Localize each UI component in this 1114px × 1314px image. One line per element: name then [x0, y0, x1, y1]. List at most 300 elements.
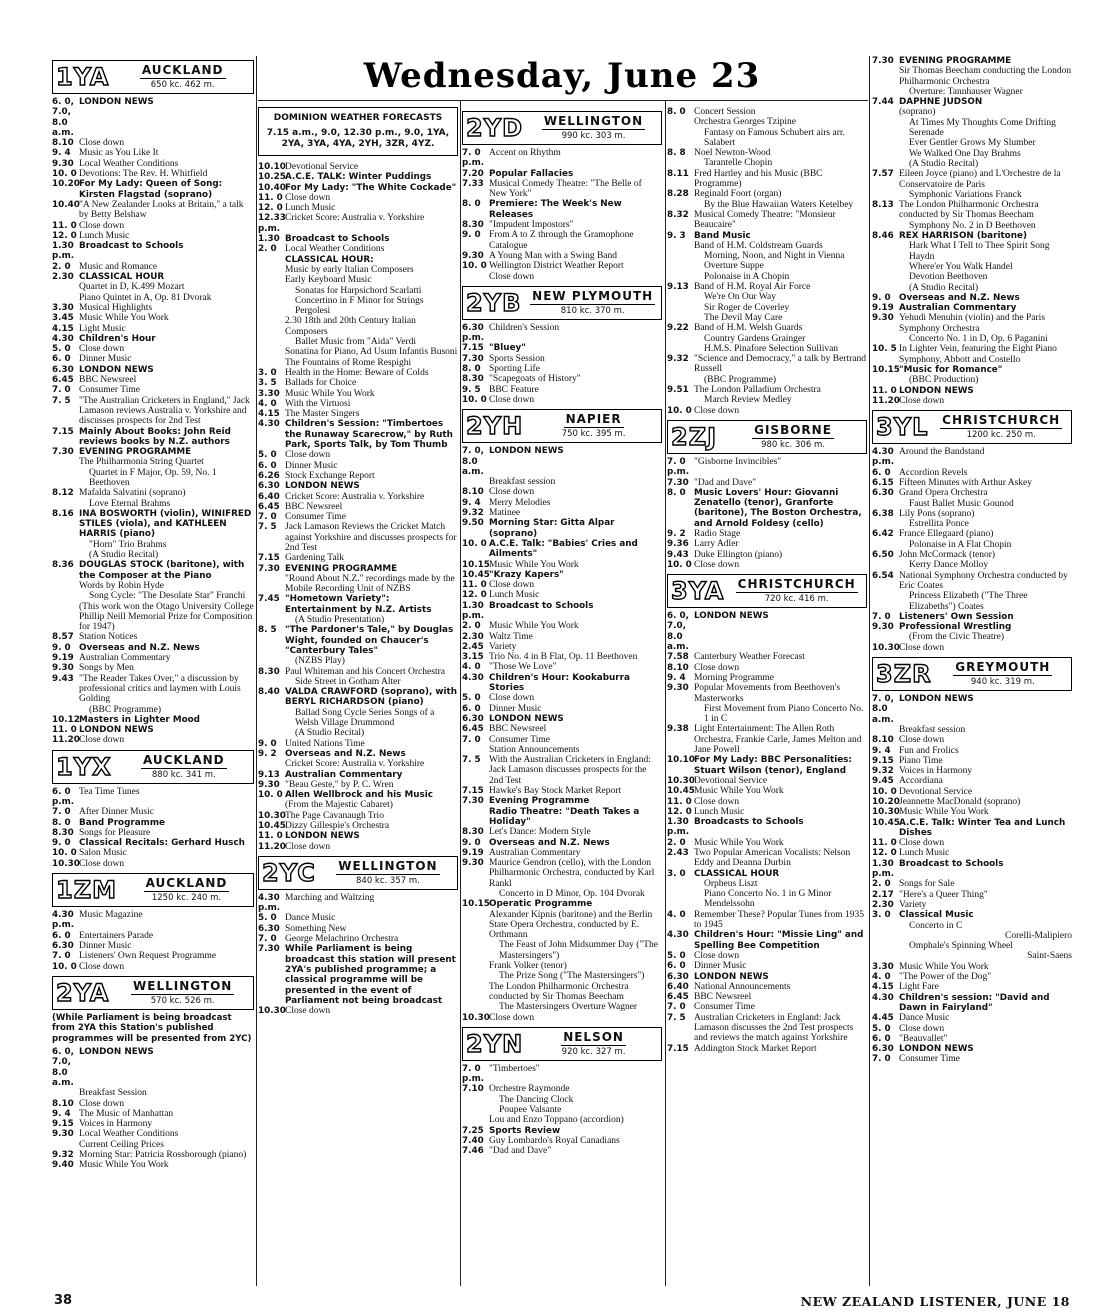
entry-time [462, 745, 489, 755]
programme-entry [872, 107, 1072, 117]
programme-entry [872, 787, 1072, 797]
entry-text: The London Palladium Orchestra [694, 385, 821, 396]
entry-text: Close down [899, 1023, 945, 1034]
entry-text: Ballad Song Cycle Series Songs of a Welsh Village Drummond [295, 707, 435, 729]
programme-entry [872, 818, 1072, 839]
entry-text: Dance Music [899, 1013, 950, 1024]
entry-text: Close down [489, 693, 535, 704]
entry-text: The Mastersingers Overture Wagner [499, 1002, 638, 1013]
entry-time [667, 128, 694, 149]
programme-entry [872, 56, 1072, 66]
programme-entry [52, 1150, 254, 1160]
entry-text: For My Lady: BBC Personalities: Stuart Wilson (tenor), England [694, 755, 852, 776]
entry-text: Lunch Music [285, 203, 336, 214]
entry-time: 9.36 [667, 539, 689, 550]
entry-text: BBC Newsreel [489, 724, 547, 735]
programme-entry [258, 564, 458, 574]
entry-text: Voices in Harmony [899, 766, 973, 777]
entry-time [462, 910, 489, 941]
programme-entry [872, 766, 1072, 776]
entry-time [462, 961, 489, 971]
programme-entry [667, 663, 867, 673]
entry-text: Fred Hartley and his Music (BBC Programme) [694, 168, 823, 190]
entry-text: Professional Wrestling [899, 622, 1012, 633]
entry-text: Music While You Work [694, 786, 784, 797]
programme-entry [667, 992, 867, 1002]
entry-text: Music While You Work [489, 559, 579, 570]
entry-text: Lou and Enzo Toppano (accordion) [489, 1115, 624, 1126]
entry-text: Piano Concerto No. 1 in G Minor Mendelssohn [704, 889, 832, 910]
entry-text: Band of H.M. Royal Air Force [694, 282, 811, 293]
entry-time: 6.38 [872, 508, 894, 519]
entry-text: Close down [694, 559, 740, 570]
entry-time [667, 313, 694, 323]
programme-entry [667, 231, 867, 241]
entry-time: 10.30 [258, 1006, 286, 1017]
entry-text: Breakfast session [899, 724, 966, 735]
entry-text: Dinner Music [79, 940, 132, 951]
programme-entry [872, 149, 1072, 159]
entry-text: Children's Session: "Timbertoes the Runaway Scarecrow," by Ruth Park, Sports Talk, by Tom Thumb [285, 419, 453, 451]
weather-times: 7.15 a.m., 9.0, 12.30 p.m., 9.0, 1YA, 2YA, 3YA, 4YA, 2YH, 3ZR, 4YZ. [266, 128, 450, 149]
column-rule [869, 56, 870, 1286]
programme-entry [462, 343, 662, 353]
entry-time: 7. 0 p.m. [462, 148, 485, 169]
programme-entry [52, 138, 254, 148]
programme-entry [258, 296, 458, 317]
programme-entry [462, 642, 662, 652]
entry-time [872, 107, 899, 117]
entry-time [258, 728, 285, 738]
entry-time: 4. 0 [258, 398, 277, 409]
entry-time: 9.19 [872, 303, 894, 314]
programme-entry [872, 612, 1072, 622]
entry-text: Kerry Dance Molloy [909, 560, 989, 571]
programme-entry [52, 272, 254, 282]
entry-time: 9.19 [462, 847, 484, 858]
entry-text: Consumer Time [489, 734, 550, 745]
entry-text: Accent on Rhythm [489, 148, 561, 158]
programme-entry [52, 1119, 254, 1129]
entry-time: 10.30 [667, 775, 695, 786]
entry-time [52, 1140, 79, 1150]
programme-entry [462, 621, 662, 631]
entry-text: CLASSICAL HOUR [694, 868, 780, 879]
entry-text: Variety [899, 899, 927, 910]
entry-time [462, 272, 489, 282]
programme-entry [258, 461, 458, 471]
programme-entry [667, 241, 867, 251]
entry-time [872, 159, 899, 169]
programme-entry [258, 728, 458, 738]
entry-time: 9. 4 [872, 745, 891, 756]
entry-text: Music Magazine [79, 910, 143, 921]
entry-time: 7.30 [462, 796, 484, 807]
station-info [526, 410, 661, 442]
entry-time: 6.30 [462, 713, 484, 724]
entry-time: 10.30 [872, 642, 900, 653]
entry-time: 1.30 p.m. [667, 817, 690, 838]
entry-text: Broadcast to Schools [285, 234, 390, 245]
entry-time [872, 591, 899, 612]
entry-text: Piano Quintet in A, Op. 81 Dvorak [79, 292, 212, 303]
entry-text: "Beau Geste," by P. C. Wren [285, 779, 394, 790]
entry-text: (A Studio Presentation) [295, 615, 385, 626]
entry-time [872, 190, 899, 200]
entry-text: Children's Hour: Kookaburra Stories [489, 672, 630, 694]
entry-text: Poupee Valsante [499, 1105, 562, 1116]
entry-time: 12. 0 [667, 806, 692, 817]
entry-time: 7.30 [462, 353, 484, 364]
programme-entry [258, 512, 458, 522]
programme-entry [872, 488, 1072, 498]
station-header [667, 574, 867, 608]
entry-text: Tarantelle Chopin [704, 158, 773, 169]
station-frequency: 980 kc. 306 m. [761, 439, 825, 450]
programme-entry [258, 203, 458, 213]
entry-time [52, 468, 79, 489]
entry-time: 7.25 [462, 1125, 484, 1136]
entry-text: France Ellegaard (piano) [899, 529, 994, 540]
entry-time: 2. 0 [462, 621, 481, 632]
entry-text: Sir Thomas Beecham conducting the London Philharmonic Orchestra [899, 66, 1072, 87]
entry-time: 4. 0 [462, 662, 481, 673]
programme-entry [52, 365, 254, 375]
entry-text: Devotion Beethoven [909, 272, 988, 283]
entry-time: 9. 5 [462, 384, 481, 395]
entry-text: Yehudi Menuhin (violin) and the Paris Symphony Orchestra [899, 313, 1046, 334]
entry-time [462, 477, 489, 487]
entry-text: Broadcast to Schools [489, 600, 594, 611]
entry-text: Fun and Frolics [899, 745, 959, 756]
entry-time: 5. 0 [667, 950, 686, 961]
entry-time: 8. 5 [258, 625, 277, 636]
entry-text: Gardening Talk [285, 553, 345, 564]
programme-entry [872, 97, 1072, 107]
programme-entry [52, 602, 254, 633]
entry-time: 3. 5 [258, 378, 277, 389]
programme-entry [52, 1109, 254, 1119]
programme-entry [258, 378, 458, 388]
entry-time: 7. 0 [872, 1054, 891, 1065]
entry-text: Broadcast to Schools [899, 858, 1004, 869]
entry-time [258, 296, 285, 317]
programme-entry [462, 395, 662, 405]
entry-text: Close down [694, 405, 740, 416]
programme-entry [872, 128, 1072, 138]
entry-time: 11. 0 [52, 725, 77, 736]
entry-text: Love Eternal Brahms [89, 498, 171, 509]
entry-time [872, 66, 899, 87]
programme-entry [872, 344, 1072, 365]
programme-entry [462, 169, 662, 179]
entry-text: LONDON NEWS [489, 713, 564, 724]
programme-entry [667, 117, 867, 127]
programme-entry [872, 643, 1072, 653]
entry-time: 7. 0 [258, 934, 277, 945]
entry-time [667, 704, 694, 725]
entry-text: Radio Theatre: "Death Takes a Holiday" [489, 806, 640, 827]
entry-time [52, 293, 79, 303]
programme-entry [872, 1044, 1072, 1054]
programme-entry [667, 148, 867, 158]
entry-text: A Young Man with a Swing Band [489, 250, 617, 261]
entry-text: Matinee [489, 508, 521, 519]
entry-text: Close down [489, 487, 535, 498]
entry-time: 2.17 [872, 889, 894, 900]
station-frequency: 920 kc. 327 m. [561, 1046, 626, 1057]
entry-time [872, 128, 899, 138]
entry-time: 7. 0 [258, 512, 277, 523]
entry-time [667, 251, 694, 272]
station-logo: 3YL [876, 413, 929, 442]
programme-entry [258, 1006, 458, 1016]
programme-entry [667, 1013, 867, 1044]
programme-entry [258, 255, 458, 265]
entry-text: Overseas and N.Z. News [489, 837, 610, 848]
entry-time [872, 375, 899, 385]
programme-entry [667, 282, 867, 292]
entry-text: Children's Hour [79, 333, 156, 344]
entry-text: Eileen Joyce (piano) and L'Orchestre de la Conservatoire de Paris [899, 169, 1061, 190]
entry-text: Jack Lamason Reviews the Cricket Match against Yorkshire and discusses prospects for 2nd Test [285, 522, 457, 553]
entry-time: 9. 3 [667, 230, 686, 241]
entry-text: Musical Comedy Theatre: "Monsieur Beaucaire" [694, 209, 836, 231]
entry-time: 4.30 [872, 992, 894, 1003]
programme-entry [462, 230, 662, 251]
programme-entry [52, 324, 254, 334]
programme-entry [462, 755, 662, 786]
programme-entry [462, 662, 662, 672]
programme-entry [462, 982, 662, 1003]
entry-text: Close down [489, 271, 535, 282]
programme-entry [462, 827, 662, 837]
entry-text: Reginald Foort (organ) [694, 189, 782, 200]
entry-text: Sporting Life [489, 364, 540, 375]
entry-time: 10.15 [462, 559, 490, 570]
entry-text: The Master Singers [285, 409, 360, 420]
entry-time: 10.40 [52, 199, 80, 210]
entry-text: Cricket Score: Australia v. Yorkshire [285, 759, 425, 770]
station-header [52, 873, 254, 907]
entry-text: Music While You Work [694, 837, 784, 848]
programme-entry [667, 817, 867, 838]
programme-entry [667, 529, 867, 539]
entry-time: 7.15 [667, 1043, 689, 1054]
entry-time [258, 358, 285, 368]
entry-time [462, 940, 489, 961]
entry-text: Music While You Work [79, 1160, 169, 1171]
entry-time [258, 337, 285, 347]
entry-text: (BBC Programme) [704, 374, 777, 385]
entry-time: 8.11 [667, 168, 689, 179]
station-info [931, 411, 1071, 443]
station-info [524, 287, 661, 319]
entry-text: Local Weather Conditions [79, 158, 179, 169]
programme-entry [872, 365, 1072, 375]
entry-text: Something New [285, 923, 347, 934]
entry-text: Music While You Work [489, 621, 579, 632]
entry-text: Grand Opera Orchestra [899, 488, 988, 499]
entry-text: "Timbertoes" [489, 1063, 540, 1074]
programme-entry [667, 652, 867, 662]
programme-entry [52, 663, 254, 673]
programme-entry [52, 1099, 254, 1109]
entry-time: 11.20 [258, 841, 286, 852]
page-number: 38 [54, 1293, 73, 1308]
programme-entry [462, 745, 662, 755]
entry-time: 7. 0 p.m. [667, 456, 690, 478]
programme-entry [667, 611, 867, 652]
programme-entry [667, 272, 867, 282]
entry-text: Music by early Italian Composers [285, 264, 414, 275]
programme-entry [872, 1054, 1072, 1064]
entry-text: Songs for Pleasure [79, 827, 151, 838]
programme-entry [52, 581, 254, 591]
entry-time [667, 395, 694, 405]
entry-time [52, 499, 79, 509]
entry-text: Lunch Music [899, 848, 950, 859]
entry-time [667, 334, 694, 344]
programme-entry [258, 275, 458, 285]
programme-entry [258, 234, 458, 244]
weather-title: DOMINION WEATHER FORECASTS [273, 113, 443, 123]
programme-entry [258, 574, 458, 595]
entry-time: 10.20 [872, 797, 900, 807]
programme-entry [872, 509, 1072, 519]
entry-text: Polonaise in A Chopin [704, 271, 790, 282]
station-frequency: 990 kc. 303 m. [561, 131, 626, 141]
entry-text: Dinner Music [694, 961, 747, 972]
entry-text: "Scapegoats of History" [489, 374, 581, 385]
programme-entry [462, 1126, 662, 1136]
programme-entry [52, 354, 254, 364]
station-logo: 2YB [466, 288, 522, 317]
programme-entry [52, 427, 254, 448]
programme-entry [52, 787, 254, 808]
programme-entry [667, 539, 867, 549]
entry-time [872, 941, 899, 951]
entry-text: National Announcements [694, 981, 791, 992]
entry-text: Light Entertainment: The Allen Roth Orchestra, Frankie Carle, James Melton and Jane Powell [694, 724, 862, 756]
programme-entry [52, 179, 254, 200]
entry-text: From A to Z through the Gramophone Catalogue [489, 230, 634, 251]
entry-time [667, 117, 694, 127]
entry-text: National Symphony Orchestra conducted by Eric Coates [899, 570, 1068, 591]
programme-entry [52, 715, 254, 725]
entry-time: 7.10 [462, 1084, 484, 1095]
entry-time [872, 87, 899, 97]
programme-entry [258, 399, 458, 409]
programme-entry [462, 601, 662, 622]
programme-entry [258, 842, 458, 852]
entry-time: 9.30 [667, 683, 689, 694]
entry-text: Concerto in C [909, 920, 963, 931]
entry-text: Entertainers Parade [79, 930, 154, 941]
programme-entry [667, 189, 867, 199]
entry-time: 7.30 [667, 477, 689, 488]
programme-entry [872, 910, 1072, 920]
entry-time: 10.12 [52, 714, 80, 725]
programme-entry [52, 1047, 254, 1088]
entry-time: 6. 0, 7.0, 8.0 a.m. [52, 1047, 74, 1088]
entry-text: After Dinner Music [79, 807, 154, 818]
station-city: AUCKLAND [142, 752, 225, 767]
entry-text: Local Weather Conditions [285, 244, 385, 255]
entry-time: 9.32 [667, 354, 689, 365]
programme-entry [52, 148, 254, 158]
entry-time: 8. 0 [52, 817, 71, 828]
entry-time: 8.12 [52, 488, 74, 499]
entry-time [258, 656, 285, 666]
entry-time: 9.51 [667, 385, 689, 396]
programme-entry [667, 1002, 867, 1012]
entry-time: 2. 0 [258, 244, 277, 255]
entry-time: 10.20 [52, 179, 80, 190]
entry-time [462, 1002, 489, 1012]
programme-entry [872, 396, 1072, 406]
programme-entry [872, 1034, 1072, 1044]
programme-entry [667, 755, 867, 776]
programme-entry [667, 786, 867, 796]
programme-entry [258, 502, 458, 512]
entry-text: "A New Zealander Looks at Britain," a talk by Betty Belshaw [79, 199, 244, 221]
entry-text: LONDON NEWS [694, 971, 769, 982]
entry-text: Dinner Music [79, 354, 132, 365]
entry-time: 7. 5 [667, 1012, 686, 1023]
entry-text: Close down [285, 450, 331, 461]
entry-time [52, 282, 79, 292]
entry-text: Duke Ellington (piano) [694, 549, 783, 560]
entry-time: 9.30 [462, 858, 484, 869]
entry-text: Country Gardens Grainger [704, 333, 806, 344]
station-city: WELLINGTON [133, 978, 233, 993]
entry-time: 9.30 [52, 158, 74, 169]
entry-text: DOUGLAS STOCK (baritone), with the Composer at the Piano [79, 560, 245, 581]
programme-entry [258, 831, 458, 841]
entry-text: Lily Pons (soprano) [899, 508, 975, 519]
entry-text: Evening Programme [489, 796, 590, 807]
programme-entry [667, 323, 867, 333]
entry-text: Princess Elizabeth ("The Three Elizabeths") Coates [909, 591, 1028, 612]
entry-time: 10. 0 [462, 394, 487, 405]
programme-entry [667, 128, 867, 149]
programme-entry [52, 1140, 254, 1150]
entry-time [258, 275, 285, 285]
programme-entry [258, 594, 458, 615]
entry-text: (This work won the Otago University College Phillip Neill Memorial Prize for Composition for 1947) [79, 601, 254, 633]
entry-time: 9.32 [52, 1150, 74, 1161]
entry-text: 2.30 18th and 20th Century Italian Composers [285, 316, 416, 337]
entry-time [872, 632, 899, 642]
entry-time [462, 807, 489, 828]
entry-time: 7.20 [462, 168, 484, 179]
entry-time: 6. 0 [258, 460, 277, 471]
entry-time: 7. 5 [52, 395, 71, 406]
programme-entry [667, 210, 867, 231]
entry-time: 8.30 [462, 827, 484, 838]
entry-text: Words by Robin Hyde [79, 580, 164, 591]
entry-time: 7. 5 [258, 522, 277, 533]
entry-time: 1.30 p.m. [462, 600, 485, 621]
entry-time: 7.46 [462, 1146, 484, 1157]
entry-text: Consumer Time [899, 1054, 960, 1065]
programme-entry [667, 169, 867, 190]
entry-text: A.C.E. TALK: Winter Puddings [285, 172, 432, 183]
entry-text: Light Music [79, 323, 126, 334]
entry-time: 6.30 [52, 940, 74, 951]
station-logo: 1YA [56, 63, 110, 91]
